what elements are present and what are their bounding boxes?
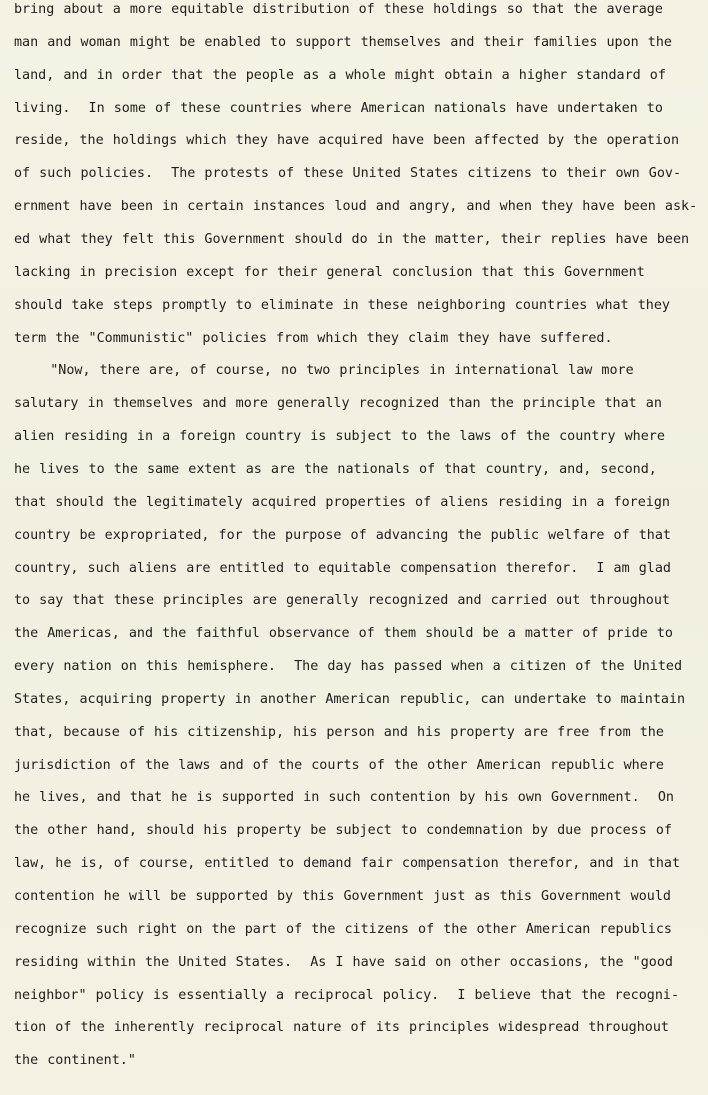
text-line: should take steps promptly to eliminate in these neighboring countries what they: [14, 297, 670, 313]
text-line: jurisdiction of the laws and of the courts of the other American republic where: [14, 757, 664, 773]
text-line: States, acquiring property in another American republic, can undertake to maintain: [14, 691, 686, 707]
text-line: ernment have been in certain instances loud and angry, and when they have been ask-: [14, 199, 698, 215]
text-line: the other hand, should his property be subject to condemnation by due process of: [14, 823, 672, 839]
text-line: that should the legitimately acquired properties of aliens residing in a foreign: [14, 494, 670, 510]
text-line: to say that these principles are generally recognized and carried out throughout: [14, 593, 670, 609]
text-line: bring about a more equitable distribution of these holdings so that the average: [14, 2, 663, 17]
text-line: he lives to the same extent as are the nationals of that country, and, second,: [14, 461, 657, 477]
text-line: reside, the holdings which they have acquired have been affected by the operation: [14, 133, 680, 149]
text-line: country, such aliens are entitled to equitable compensation therefor. I am glad: [14, 560, 671, 576]
text-line: of such policies. The protests of these United States citizens to their own Gov-: [14, 166, 682, 182]
text-line: ed what they felt this Government should do in the matter, their replies have been: [14, 232, 690, 247]
paragraph-start-line: "Now, there are, of course, no two principles in international law more: [14, 363, 634, 379]
text-line: the continent.": [14, 1053, 136, 1069]
text-line: recognize such right on the part of the citizens of the other American republics: [14, 921, 672, 937]
text-line: man and woman might be enabled to support themselves and their families upon the: [14, 34, 672, 50]
text-line: land, and in order that the people as a whole might obtain a higher standard of: [14, 67, 666, 83]
text-line: that, because of his citizenship, his person and his property are free from the: [14, 724, 664, 740]
text-line: lacking in precision except for their general conclusion that this Government: [14, 264, 645, 280]
text-line: tion of the inherently reciprocal nature of its principles widespread throughout: [14, 1020, 669, 1036]
text-line: law, he is, of course, entitled to demand fair compensation therefor, and in that: [14, 856, 681, 872]
text-line: alien residing in a foreign country is subject to the laws of the country where: [14, 429, 665, 445]
text-line: the Americas, and the faithful observance of them should be a matter of pride to: [14, 626, 673, 642]
text-line: contention he will be supported by this Government just as this Government would: [14, 889, 671, 904]
text-line: every nation on this hemisphere. The day has passed when a citizen of the United: [14, 659, 683, 674]
text-line: term the "Communistic" policies from which they claim they have suffered.: [14, 330, 613, 346]
text-line: he lives, and that he is supported in such contention by his own Government. On: [14, 790, 674, 806]
text-line: country be expropriated, for the purpose of advancing the public welfare of that: [14, 527, 671, 543]
text-line: neighbor" policy is essentially a reciprocal policy. I believe that the recogni-: [14, 987, 680, 1003]
text-line: residing within the United States. As I have said on other occasions, the "good: [14, 954, 673, 970]
text-line: living. In some of these countries where American nationals have undertaken to: [14, 100, 663, 116]
text-line: salutary in themselves and more generally recognized than the principle that an: [14, 396, 662, 412]
